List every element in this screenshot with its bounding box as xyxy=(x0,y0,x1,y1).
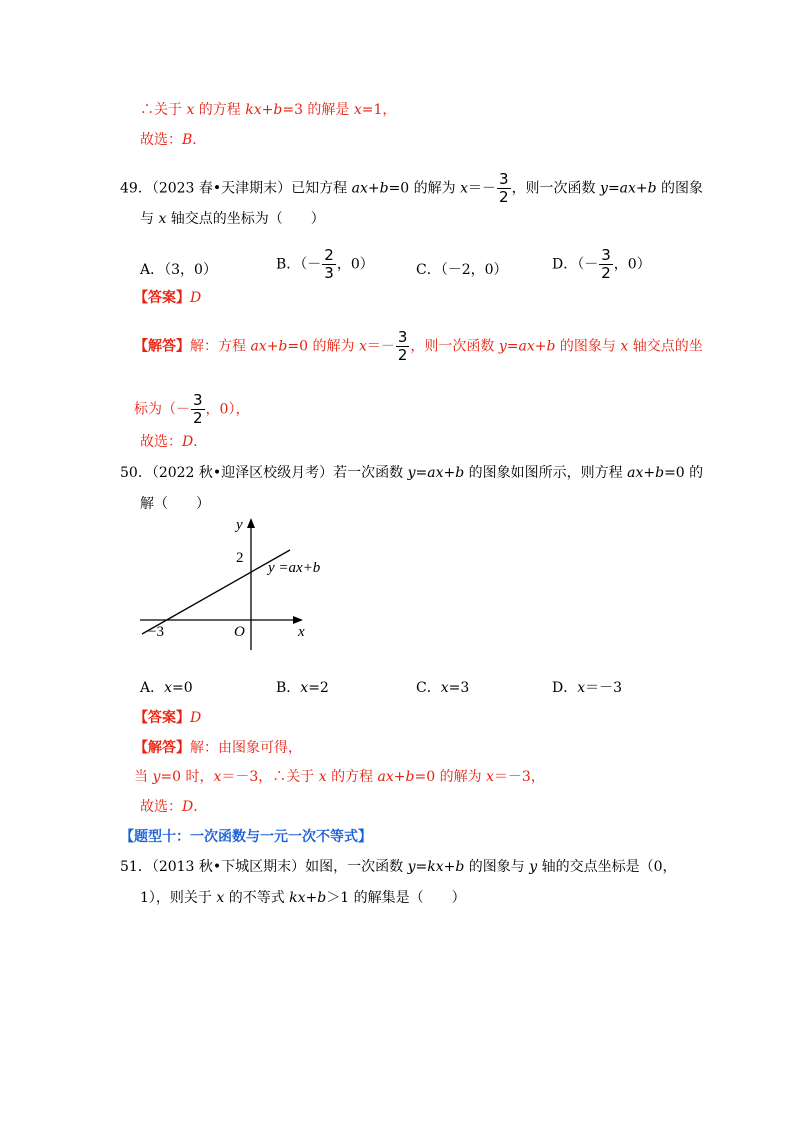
q49-option-d: D．（－ $\frac{3}{2}$ ，0） xyxy=(552,246,651,282)
x-intercept-label: −3 xyxy=(148,624,164,640)
y-axis-arrow-icon xyxy=(247,518,255,528)
fraction: $\frac{2}{3}$ xyxy=(324,246,334,282)
q49-analysis: 【解答】解：方程 ax+b=0 的解为 x＝－ $\frac{3}{2}$ ，则一次函数 y=ax+b 的图象与 x 轴交点的坐 xyxy=(134,328,703,364)
y-axis-label: y xyxy=(236,517,243,533)
q49-option-b: B．（－ $\frac{2}{3}$ ，0） xyxy=(276,246,374,282)
fraction: $\frac{3}{2}$ xyxy=(499,170,509,206)
origin-label: O xyxy=(234,624,245,640)
line-label: y =ax+b xyxy=(268,560,320,576)
q51-stem-line1: 51．（2013 秋•下城区期末）如图，一次函数 y=kx+b 的图象与 y 轴的交点坐标是（0， xyxy=(120,859,677,875)
conclusion-line: ∴关于 x 的方程 kx+b=3 的解是 x=1， xyxy=(140,102,397,118)
q50-pick: 故选：D． xyxy=(140,799,208,815)
q50-analysis: 【解答】解：由图象可得， xyxy=(134,740,302,756)
q49-answer: 【答案】D xyxy=(134,290,202,306)
x-axis-arrow-icon xyxy=(293,616,303,624)
q50-option-b: B．x=2 xyxy=(276,680,329,696)
q50-stem-line2: 解（ ） xyxy=(140,496,210,512)
q49-stem-line2: 与 x 轴交点的坐标为（ ） xyxy=(140,211,325,227)
fraction: $\frac{3}{2}$ xyxy=(193,391,203,427)
fraction: $\frac{3}{2}$ xyxy=(601,246,611,282)
fraction: $\frac{3}{2}$ xyxy=(397,328,408,364)
q50-option-c: C．x=3 xyxy=(416,680,470,696)
q49-option-c: C．（－2，0） xyxy=(416,262,508,278)
q50-when-line: 当 y=0 时，x＝－3，∴关于 x 的方程 ax+b=0 的解为 x＝－3， xyxy=(134,769,545,785)
q49-coordinate: 标为（－ $\frac{3}{2}$ ，0）， xyxy=(134,391,250,427)
section-heading: 【题型十：一次函数与一元一次不等式】 xyxy=(120,829,372,845)
q50-graph xyxy=(130,512,320,652)
q49-pick: 故选：D． xyxy=(140,434,208,450)
q50-option-d: D．x＝－3 xyxy=(552,680,623,696)
q50-option-a: A．x=0 xyxy=(140,680,193,696)
q49-option-a: A．（3，0） xyxy=(140,262,217,278)
q49-stem-line1: 49．（2023 春•天津期末）已知方程 ax+b=0 的解为 x＝－ $\frac{3}{2}$ ，则一次函数 y=ax+b 的图象 xyxy=(120,170,704,206)
q51-stem-line2: 1），则关于 x 的不等式 kx+b＞1 的解集是（ ） xyxy=(140,890,466,906)
y-intercept-label: 2 xyxy=(236,550,244,566)
q50-stem-line1: 50．（2022 秋•迎泽区校级月考）若一次函数 y=ax+b 的图象如图所示，则方程 ax+b=0 的 xyxy=(120,465,704,481)
q50-answer: 【答案】D xyxy=(134,710,202,726)
choice-line: 故选：B． xyxy=(140,132,207,148)
x-axis-label: x xyxy=(298,624,305,640)
